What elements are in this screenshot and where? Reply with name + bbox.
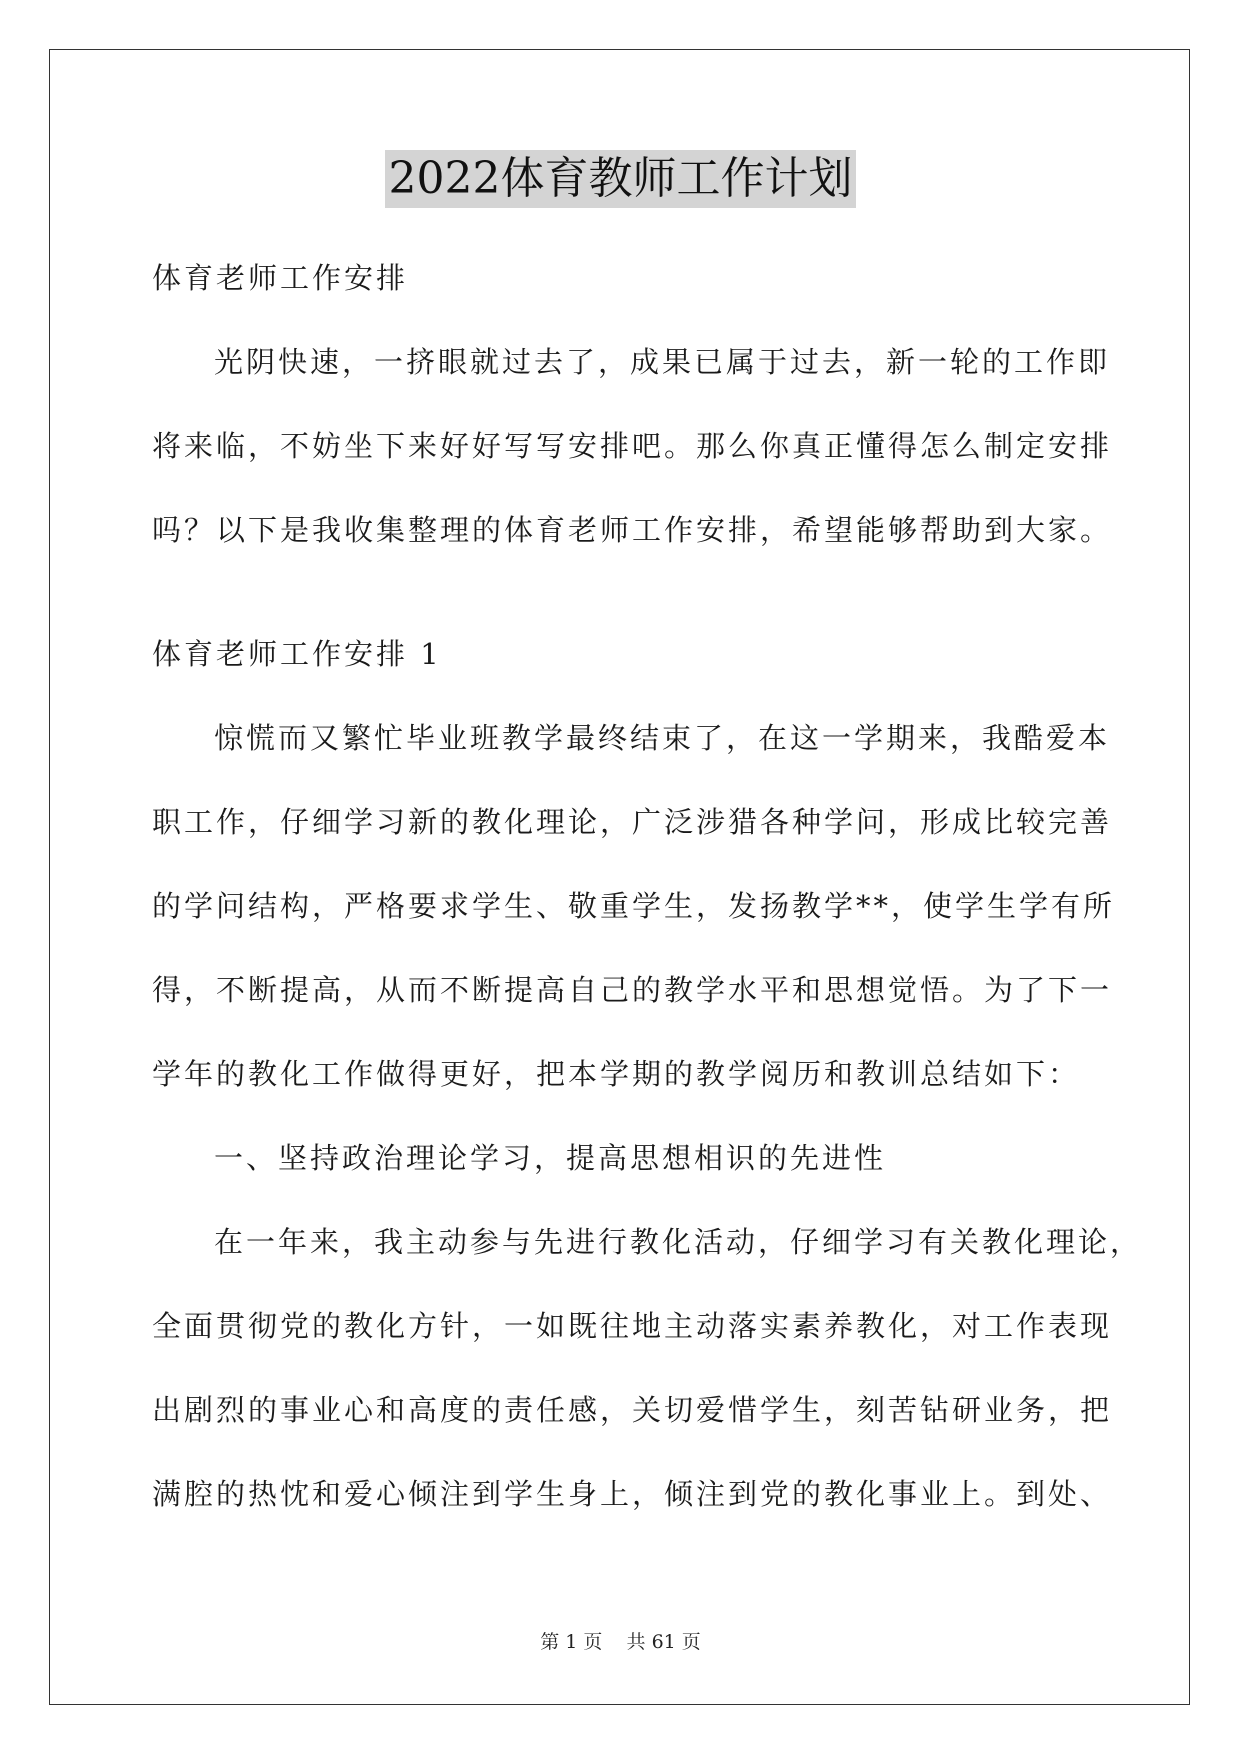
- body-line-1: 惊慌而又繁忙毕业班教学最终结束了，在这一学期来，我酷爱本: [214, 721, 1111, 755]
- intro-line-1: 光阴快速，一挤眼就过去了，成果已属于过去，新一轮的工作即: [214, 345, 1111, 379]
- paragraph-gap: [152, 572, 1092, 612]
- title-container: [0, 150, 1241, 208]
- section-line-4: 满腔的热忱和爱心倾注到学生身上，倾注到党的教化事业上。到处、: [152, 1477, 1113, 1511]
- body-line-4: 得，不断提高，从而不断提高自己的教学水平和思想觉悟。为了下一: [152, 973, 1113, 1007]
- section-line-3: 出剧烈的事业心和高度的责任感，关切爱惜学生，刻苦钻研业务，把: [152, 1393, 1113, 1427]
- body-line-3: 的学问结构，严格要求学生、敬重学生，发扬教学**，使学生学有所: [152, 889, 1116, 923]
- body-line-2: 职工作，仔细学习新的教化理论，广泛涉猎各种学问，形成比较完善: [152, 805, 1113, 839]
- section-heading-1: 体育老师工作安排: [152, 261, 409, 295]
- section-line-1: 在一年来，我主动参与先进行教化活动，仔细学习有关教化理论，: [214, 1225, 1143, 1259]
- document-title: 2022体育教师工作计划: [385, 150, 857, 208]
- intro-line-2: 将来临，不妨坐下来好好写写安排吧。那么你真正懂得怎么制定安排: [152, 429, 1113, 463]
- page-footer: 第 1 页 共 61 页: [540, 1631, 701, 1653]
- intro-line-3: 吗？以下是我收集整理的体育老师工作安排，希望能够帮助到大家。: [152, 513, 1113, 547]
- document-body: [152, 236, 1143, 1536]
- subsection-heading: 一、坚持政治理论学习，提高思想相识的先进性: [214, 1141, 887, 1175]
- section-line-2: 全面贯彻党的教化方针，一如既往地主动落实素养教化，对工作表现: [152, 1309, 1113, 1343]
- body-line-5: 学年的教化工作做得更好，把本学期的教学阅历和教训总结如下：: [152, 1057, 1081, 1091]
- section-heading-2: 体育老师工作安排 1: [152, 637, 442, 671]
